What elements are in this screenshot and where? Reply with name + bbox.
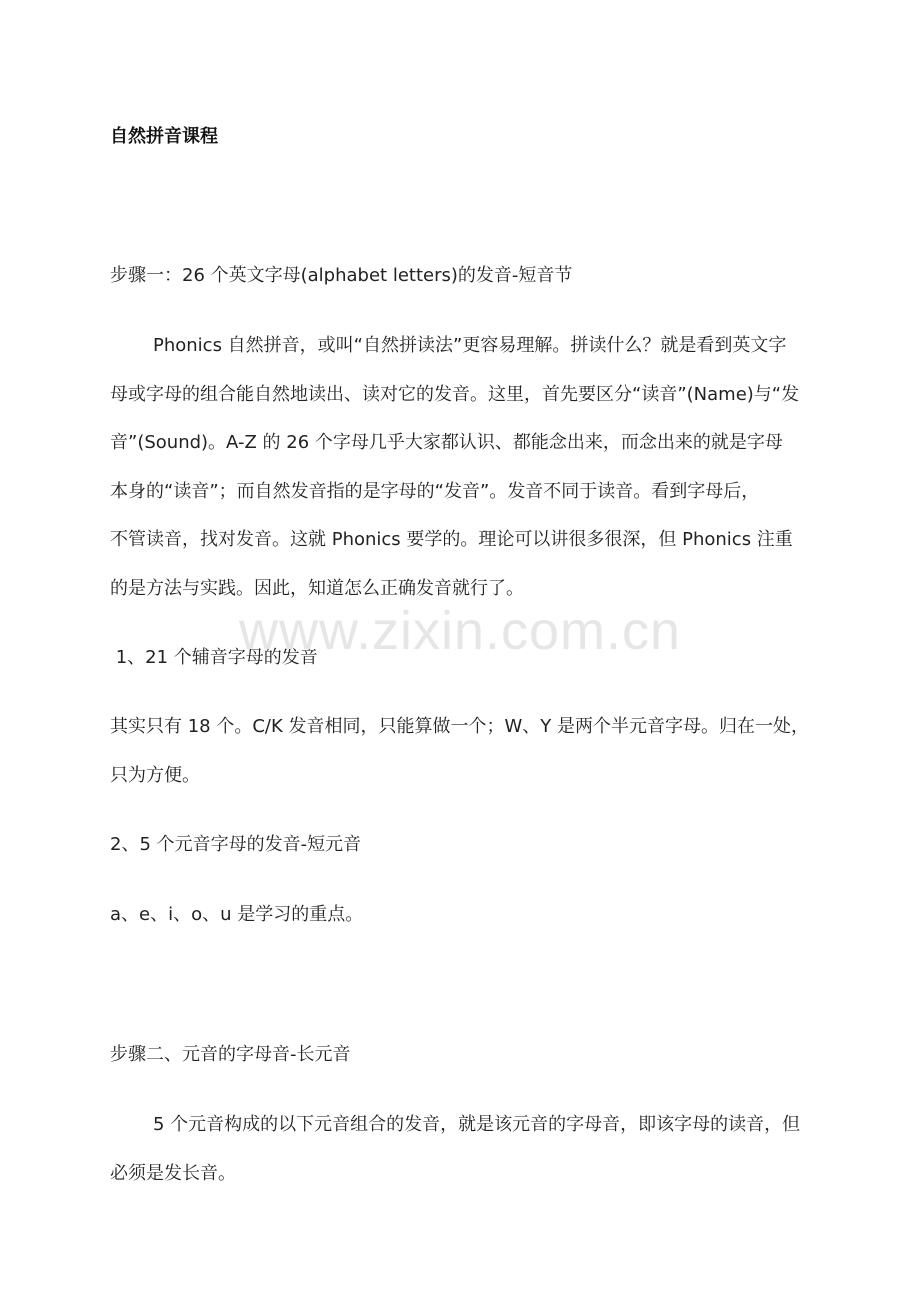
consonants-heading: 1、21 个辅音字母的发音 <box>110 647 318 668</box>
vowels-heading: 2、5 个元音字母的发音-短元音 <box>110 834 362 855</box>
vowels-text: a、e、i、o、u 是学习的重点。 <box>110 904 364 925</box>
paragraph-line: 母或字母的组合能自然地读出、读对它的发音。这里，首先要区分“读音”(Name)与“发 <box>110 383 800 405</box>
paragraph-line: 只为方便。 <box>110 764 200 786</box>
consonants-paragraph <box>110 703 822 800</box>
paragraph-line: 音”(Sound)。A-Z 的 26 个字母几乎大家都认识、都能念出来，而念出来的就是字母 <box>110 432 783 453</box>
paragraph-line: 的是方法与实践。因此，知道怎么正确发音就行了。 <box>110 577 524 599</box>
document-title: 自然拼音课程 <box>110 126 218 147</box>
step2-paragraph <box>110 1101 822 1198</box>
paragraph-line: 5 个元音构成的以下元音组合的发音，就是该元音的字母音，即该字母的读音，但 <box>153 1114 801 1135</box>
step1-intro-paragraph <box>110 322 822 613</box>
watermark: www.zixin.com.cn <box>238 601 682 661</box>
step1-heading: 步骤一：26 个英文字母(alphabet letters)的发音-短音节 <box>110 265 573 286</box>
paragraph-line: Phonics 自然拼音，或叫“自然拼读法”更容易理解。拼读什么？就是看到英文字 <box>153 335 787 356</box>
paragraph-line: 必须是发长音。 <box>110 1162 236 1184</box>
paragraph-line: 本身的“读音”；而自然发音指的是字母的“发音”。发音不同于读音。看到字母后， <box>110 480 760 502</box>
paragraph-line: 其实只有 18 个。C/K 发音相同，只能算做一个；W、Y 是两个半元音字母。归在一处， <box>110 716 810 737</box>
paragraph-line: 不管读音，找对发音。这就 Phonics 要学的。理论可以讲很多很深，但 Phonics 注重 <box>110 529 793 550</box>
step2-heading: 步骤二、元音的字母音-长元音 <box>110 1044 351 1065</box>
